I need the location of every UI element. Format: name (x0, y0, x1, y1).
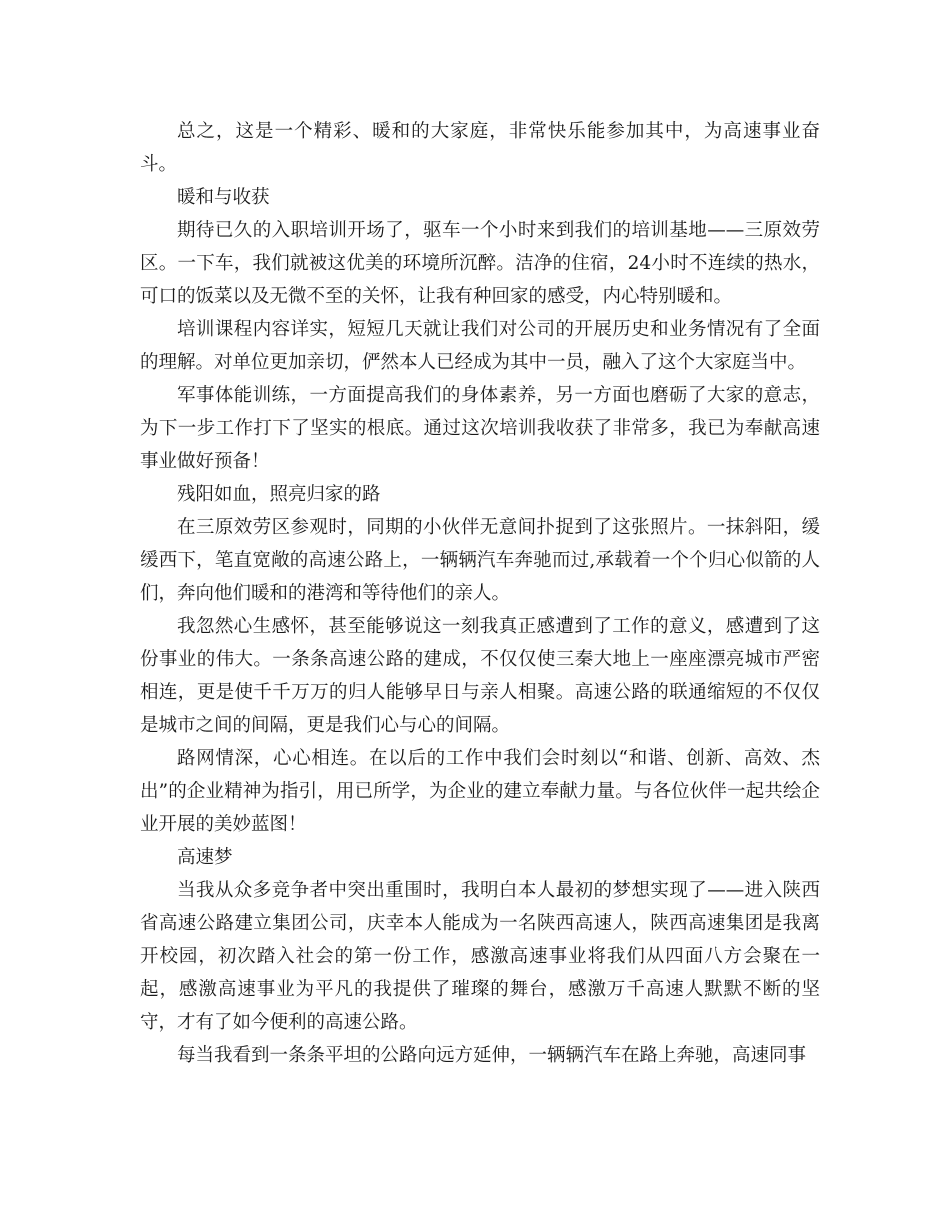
paragraph-training-start: 期待已久的入职培训开场了，驱车一个小时来到我们的培训基地——三原效劳区。一下车，我们就被这优美的环境所沉醉。洁净的住宿，24小时不连续的热水，可口的饭菜以及无微不至的关怀，让我有种回家的感受，内心特别暖和。 (140, 220, 820, 307)
paragraph-meaning-of-work: 我忽然心生感怀，甚至能够说这一刻我真正感遭到了工作的意义，感遭到了这份事业的伟大。一条条高速公路的建成，不仅仅使三秦大地上一座座漂亮城市严密相连，更是使千千万万的归人能够早日与亲人相聚。高速公路的联通缩短的不仅仅是城市之间的间隔，更是我们心与心的间隔。 (140, 616, 820, 736)
closing-paragraph: 总之，这是一个精彩、暖和的大家庭，非常快乐能参加其中，为高速事业奋斗。 (140, 121, 820, 175)
paragraph-military-training: 军事体能训练，一方面提高我们的身体素养，另一方面也磨砺了大家的意志，为下一步工作打下了坚实的根底。通过这次培训我收获了非常多，我已为奉献高速事业做好预备！ (140, 385, 820, 472)
section-heading-highway-dream: 高速梦 (177, 847, 233, 868)
paragraph-dream-realized: 当我从众多竞争者中突出重围时，我明白本人最初的梦想实现了——进入陕西省高速公路建立集团公司，庆幸本人能成为一名陕西高速人，陕西高速集团是我离开校园，初次踏入社会的第一份工作，感激高速事业将我们从四面八方会聚在一起，感激高速事业为平凡的我提供了璀璨的舞台，感激万千高速人默默不断的坚守，才有了如今便利的高速公路。 (140, 880, 820, 1033)
paragraph-training-courses: 培训课程内容详实，短短几天就让我们对公司的开展历史和业务情况有了全面的理解。对单位更加亲切，俨然本人已经成为其中一员，融入了这个大家庭当中。 (140, 319, 820, 373)
document-body (140, 115, 820, 1072)
paragraph-road-network: 路网情深，心心相连。在以后的工作中我们会时刻以“和谐、创新、高效、杰出”的企业精神为指引，用已所学，为企业的建立奉献力量。与各位伙伴一起共绘企业开展的美妙蓝图！ (140, 748, 820, 835)
section-heading-sunset-road-home: 残阳如血，照亮归家的路 (177, 484, 381, 505)
paragraph-sunset-photo: 在三原效劳区参观时，同期的小伙伴无意间扑捉到了这张照片。一抹斜阳，缓缓西下，笔直宽敞的高速公路上，一辆辆汽车奔驰而过,承载着一个个归心似箭的人们，奔向他们暖和的港湾和等待他们的亲人。 (140, 517, 820, 604)
section-heading-warmth-and-harvest: 暖和与收获 (177, 187, 270, 208)
paragraph-highway-colleagues: 每当我看到一条条平坦的公路向远方延伸，一辆辆汽车在路上奔驰，高速同事 (177, 1045, 807, 1066)
